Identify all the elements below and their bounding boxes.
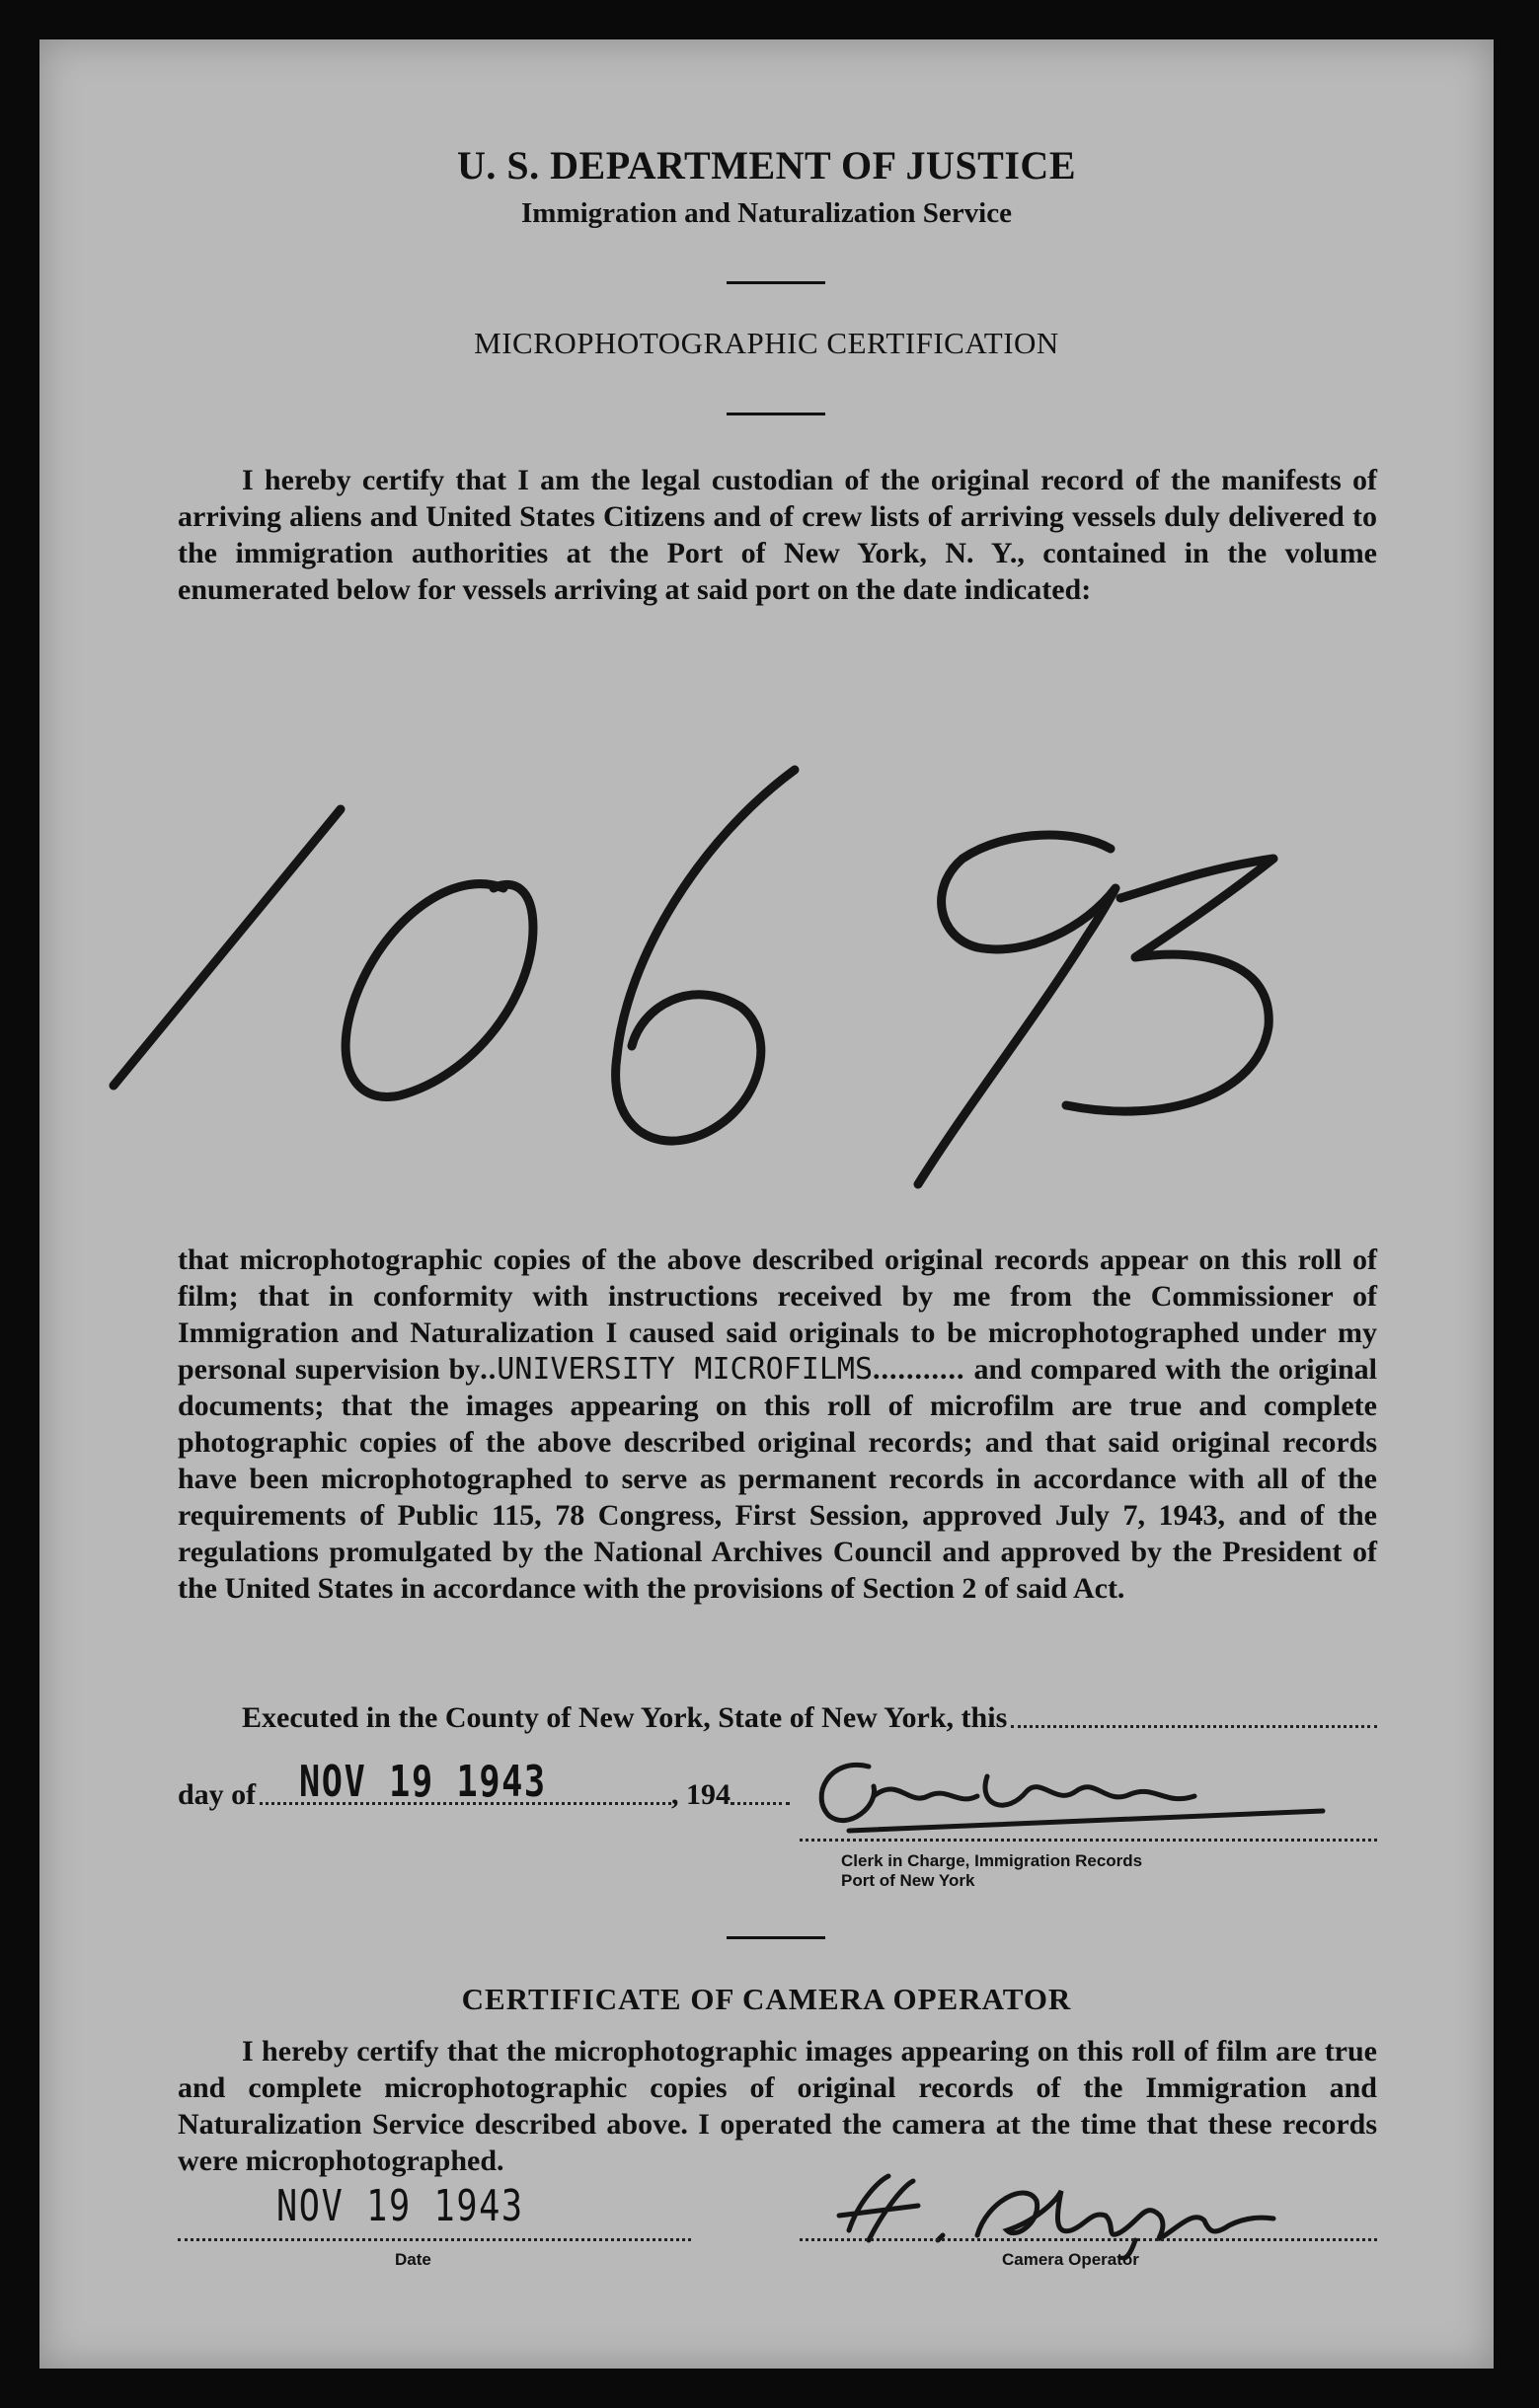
execution-text: Executed in the County of New York, State of New York, this bbox=[242, 1701, 1008, 1734]
intro-paragraph: I hereby certify that I am the legal custodian of the original record of the manifests of arriving aliens and United States Citizens and of crew lists of arriving vessels duly delivered to the immigration authorities at the Port of New York, N. Y., contained in the volume enumerated below for vessels arriving at said port on the date indicated: bbox=[178, 464, 1377, 606]
execution-line bbox=[242, 1699, 1377, 1736]
execution-blank bbox=[1011, 1699, 1377, 1728]
camera-date-stamp: NOV 19 1943 bbox=[276, 2181, 524, 2231]
camera-section-title: CERTIFICATE OF CAMERA OPERATOR bbox=[461, 1982, 1072, 2016]
camera-operator-signature bbox=[790, 2161, 1343, 2260]
divider-bottom bbox=[727, 1936, 825, 1939]
divider-top bbox=[727, 281, 825, 284]
year-blank bbox=[731, 1802, 790, 1805]
year-prefix: , 194 bbox=[671, 1778, 731, 1811]
clerk-title-line2: Port of New York bbox=[841, 1871, 975, 1890]
clerk-signature bbox=[790, 1737, 1382, 1845]
handwritten-volume-number bbox=[59, 750, 1343, 1263]
day-of-line bbox=[178, 1757, 790, 1813]
certification-title: MICROPHOTOGRAPHIC CERTIFICATION bbox=[474, 326, 1059, 360]
execution-date-stamp: NOV 19 1943 bbox=[299, 1757, 547, 1807]
day-of-label: day of bbox=[178, 1778, 257, 1811]
clerk-title-line1: Clerk in Charge, Immigration Records bbox=[841, 1851, 1143, 1870]
camera-operator-line bbox=[800, 2238, 1377, 2241]
camera-operator-label: Camera Operator bbox=[1002, 2250, 1139, 2269]
department-heading: U. S. DEPARTMENT OF JUSTICE bbox=[457, 143, 1076, 188]
service-subheading: Immigration and Naturalization Service bbox=[521, 197, 1012, 229]
camera-paragraph: I hereby certify that the microphotographic images appearing on this roll of film are true and complete microphotographic copies of original records of the Immigration and Naturalization Service described above. I operated the camera at the time that these records were microphotographed. bbox=[178, 2035, 1377, 2177]
certificate-page bbox=[39, 39, 1494, 2369]
body-paragraph: that microphotographic copies of the above described original records appear on this roll of film; that in conformity with instructions received by me from the Commissioner of Immigration and Naturalization I caused said originals to be microphotographed under my personal supervision by..UNIVERSITY MICROFILMS........... and compared with the original documents; that the images appearing on this roll of microfilm are true and complete photographic copies of the above described original records; and that said original records have been microphotographed to serve as permanent records in accordance with all of the requirements of Public 115, 78 Congress, First Session, approved July 7, 1943, and of the regulations promulgated by the National Archives Council and approved by the President of the United States in accordance with the provisions of Section 2 of said Act. bbox=[178, 1243, 1377, 1605]
clerk-signature-line bbox=[800, 1839, 1377, 1842]
filmer-stamp: UNIVERSITY MICROFILMS bbox=[497, 1352, 874, 1387]
camera-date-line bbox=[178, 2238, 691, 2241]
body-text-part1: that microphotographic copies of the above described original records appear on this roll of film; that in conformity with instructions received by me from the Commissioner of Immigration and Naturalization I caused said originals to be microphotographed under my personal supervision by bbox=[178, 1243, 1377, 1386]
day-of-blank bbox=[260, 1757, 671, 1807]
body-text-part2: and compared with the original documents; that the images appearing on this roll of microfilm are true and complete photographic copies of the above described original records; and that said original records have been microphotographed to serve as permanent records in accordance with all of the requirements of Public 115, 78 Congress, First Session, approved July 7, 1943, and of the regulations promulgated by the National Archives Council and approved by the President of the United States in accordance with the provisions of Section 2 of said Act. bbox=[178, 1353, 1377, 1605]
camera-date-label: Date bbox=[395, 2250, 431, 2269]
divider-mid bbox=[727, 413, 825, 415]
